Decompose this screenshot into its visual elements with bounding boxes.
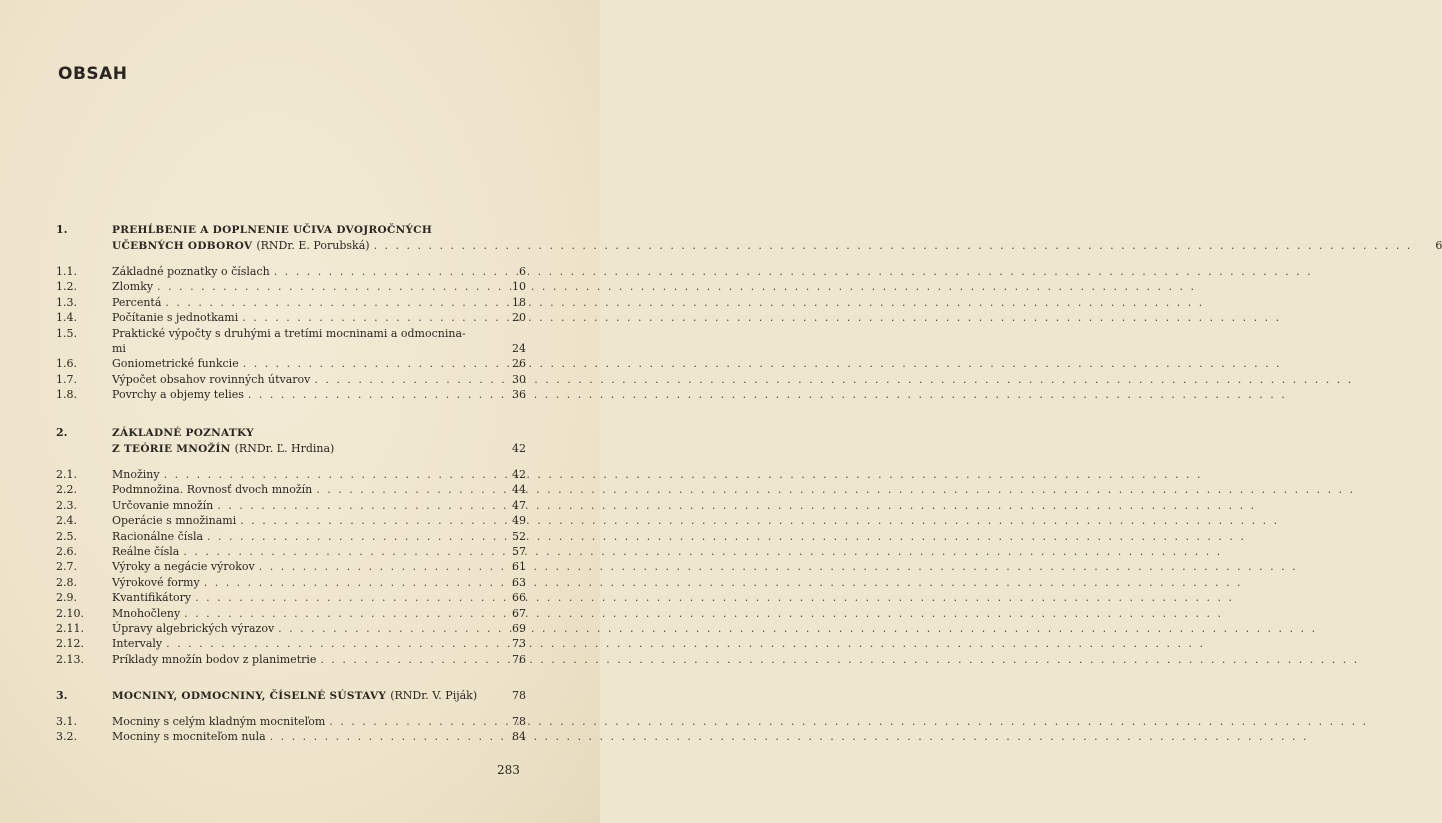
- entry-number: 1.1.: [56, 265, 77, 278]
- entry-number: 2.6.: [56, 545, 77, 559]
- toc-section-1: [56, 222, 1442, 403]
- entry-page: 24: [512, 342, 526, 356]
- toc-entry[interactable]: [56, 356, 526, 371]
- section-page: 78: [512, 689, 526, 702]
- entry-number: 1.2.: [56, 280, 77, 294]
- leader-dots: [329, 714, 1368, 729]
- toc-entry[interactable]: [56, 264, 526, 279]
- entry-page: 76: [512, 652, 526, 666]
- toc-entry[interactable]: [56, 326, 526, 357]
- leader-dots: [195, 590, 1234, 605]
- toc-entry[interactable]: [56, 372, 526, 387]
- entry-number: 1.6.: [56, 357, 77, 371]
- leader-dots: [278, 621, 1317, 636]
- entry-title: Praktické výpočty s druhými a tretími mocninami a odmocnina-: [112, 326, 466, 340]
- entry-page: 67: [512, 606, 526, 620]
- entry-list: [56, 264, 526, 403]
- entry-page: 18: [512, 295, 526, 309]
- leader-dots: [164, 467, 1203, 482]
- toc-entry[interactable]: [56, 529, 526, 544]
- leader-dots: [240, 513, 1279, 528]
- entry-page: 6: [519, 265, 526, 278]
- entry-number: 1.3.: [56, 295, 77, 309]
- page-number: 283: [497, 763, 520, 777]
- entry-number: 2.10.: [56, 606, 84, 620]
- entry-title: Výpočet obsahov rovinných útvarov: [112, 372, 311, 386]
- leader-dots: [165, 295, 1204, 310]
- entry-page: 42: [512, 468, 526, 481]
- entry-title: Kvantifikátory: [112, 591, 192, 605]
- toc-entry[interactable]: [56, 279, 526, 294]
- entry-page: 61: [512, 560, 526, 574]
- toc-entry[interactable]: [56, 544, 526, 559]
- entry-title: Zlomky: [112, 280, 154, 294]
- leader-dots: [243, 356, 1282, 371]
- entry-page: 49: [512, 514, 526, 528]
- entry-title: Reálne čísla: [112, 545, 180, 559]
- section-author: (RNDr. V. Piják): [390, 689, 478, 702]
- section-heading: [56, 222, 1442, 254]
- leader-dots: [374, 238, 1413, 254]
- entry-title: Množiny: [112, 468, 160, 481]
- entry-number: 2.1.: [56, 468, 77, 481]
- section-author: (RNDr. E. Porubská): [256, 239, 370, 252]
- entry-number: 2.2.: [56, 483, 77, 497]
- entry-page: 66: [512, 591, 526, 605]
- entry-page: 47: [512, 498, 526, 512]
- entry-title-continuation: mi: [112, 342, 126, 356]
- section-title-line1: ZÁKLADNÉ POZNATKY: [112, 427, 254, 439]
- page-title: OBSAH: [58, 64, 128, 84]
- entry-number: 2.3.: [56, 498, 77, 512]
- entry-title: Počítanie s jednotkami: [112, 311, 239, 325]
- section-number: 2.: [56, 426, 68, 439]
- section-heading: [56, 688, 526, 704]
- leader-dots: [207, 529, 1246, 544]
- toc-entry[interactable]: [56, 621, 526, 636]
- toc-section-3: [56, 688, 526, 745]
- leader-dots: [183, 544, 1222, 559]
- entry-title: Výroky a negácie výrokov: [112, 560, 255, 574]
- toc-entry[interactable]: [56, 295, 526, 310]
- entry-page: 26: [512, 357, 526, 371]
- entry-title: Mocniny s mocniteľom nula: [112, 730, 266, 744]
- toc-section-2: [56, 425, 526, 667]
- toc-entry[interactable]: [56, 498, 526, 513]
- entry-title: Mocniny s celým kladným mocniteľom: [112, 715, 326, 728]
- toc-entry[interactable]: [56, 636, 526, 651]
- section-title-line2: UČEBNÝCH ODBOROV: [112, 240, 253, 252]
- section-heading: [56, 425, 526, 457]
- toc-entry[interactable]: [56, 467, 526, 482]
- toc-entry[interactable]: [56, 590, 526, 605]
- entry-list: [56, 714, 526, 745]
- entry-list: [56, 467, 526, 667]
- entry-number: 2.8.: [56, 575, 77, 589]
- section-title-line2: Z TEÓRIE MNOŽÍN: [112, 443, 231, 455]
- leader-dots: [316, 482, 1355, 497]
- entry-page: 63: [512, 575, 526, 589]
- toc-entry[interactable]: [56, 606, 526, 621]
- entry-title: Racionálne čísla: [112, 529, 204, 543]
- entry-page: 36: [512, 388, 526, 402]
- entry-title: Výrokové formy: [112, 575, 200, 589]
- entry-title: Intervaly: [112, 637, 163, 651]
- leader-dots: [274, 264, 1313, 279]
- toc-entry[interactable]: [56, 652, 526, 667]
- section-title-line1: PREHĹBENIE A DOPLNENIE UČIVA DVOJROČNÝCH: [112, 224, 433, 236]
- leader-dots: [242, 310, 1281, 325]
- entry-title: Mnohočleny: [112, 606, 181, 620]
- entry-number: 2.4.: [56, 514, 77, 528]
- entry-number: 3.1.: [56, 715, 77, 728]
- leader-dots: [314, 372, 1353, 387]
- entry-page: 84: [512, 730, 526, 744]
- entry-number: 2.9.: [56, 591, 77, 605]
- entry-number: 2.7.: [56, 560, 77, 574]
- section-title-line1: MOCNINY, ODMOCNINY, ČÍSELNÉ SÚSTAVY: [112, 690, 387, 702]
- entry-page: 69: [512, 622, 526, 636]
- leader-dots: [259, 559, 1298, 574]
- entry-page: 20: [512, 311, 526, 325]
- entry-page: 44: [512, 483, 526, 497]
- toc-entry[interactable]: [56, 387, 526, 402]
- entry-number: 2.5.: [56, 529, 77, 543]
- entry-number: 2.13.: [56, 652, 84, 666]
- leader-dots: [270, 729, 1309, 744]
- entry-page: 57: [512, 545, 526, 559]
- section-number: 3.: [56, 689, 68, 702]
- entry-number: 1.5.: [56, 326, 77, 340]
- leader-dots: [248, 387, 1287, 402]
- entry-title: Goniometrické funkcie: [112, 357, 239, 371]
- entry-number: 1.7.: [56, 372, 77, 386]
- toc-entry[interactable]: [56, 310, 526, 325]
- entry-number: 2.11.: [56, 622, 84, 636]
- section-page: 42: [512, 442, 526, 455]
- entry-title: Úpravy algebrických výrazov: [112, 622, 275, 636]
- section-author: (RNDr. Ľ. Hrdina): [234, 442, 335, 455]
- entry-page: 30: [512, 372, 526, 386]
- entry-title: Podmnožina. Rovnosť dvoch množín: [112, 483, 313, 497]
- section-number: 1.: [56, 223, 68, 236]
- section-page: 6: [1435, 239, 1442, 252]
- toc-entry[interactable]: [56, 559, 526, 574]
- entry-page: 52: [512, 529, 526, 543]
- leader-dots: [184, 606, 1223, 621]
- leader-dots: [320, 652, 1359, 667]
- entry-page: 73: [512, 637, 526, 651]
- entry-title: Určovanie množín: [112, 498, 214, 512]
- toc-entry[interactable]: [56, 714, 526, 729]
- leader-dots: [166, 636, 1205, 651]
- entry-number: 2.12.: [56, 637, 84, 651]
- leader-dots: [217, 498, 1256, 513]
- entry-number: 1.8.: [56, 388, 77, 402]
- entry-title: Základné poznatky o číslach: [112, 265, 270, 278]
- toc-entry[interactable]: [56, 575, 526, 590]
- entry-title: Operácie s množinami: [112, 514, 237, 528]
- entry-number: 3.2.: [56, 730, 77, 744]
- toc-entry[interactable]: [56, 513, 526, 528]
- toc-entry[interactable]: [56, 482, 526, 497]
- entry-title: Povrchy a objemy telies: [112, 388, 244, 402]
- leader-dots: [204, 575, 1243, 590]
- toc-entry[interactable]: [56, 729, 526, 744]
- entry-title: Percentá: [112, 295, 162, 309]
- entry-page: 78: [512, 715, 526, 728]
- entry-number: 1.4.: [56, 311, 77, 325]
- entry-page: 10: [512, 280, 526, 294]
- entry-title: Príklady množín bodov z planimetrie: [112, 652, 317, 666]
- leader-dots: [157, 279, 1196, 294]
